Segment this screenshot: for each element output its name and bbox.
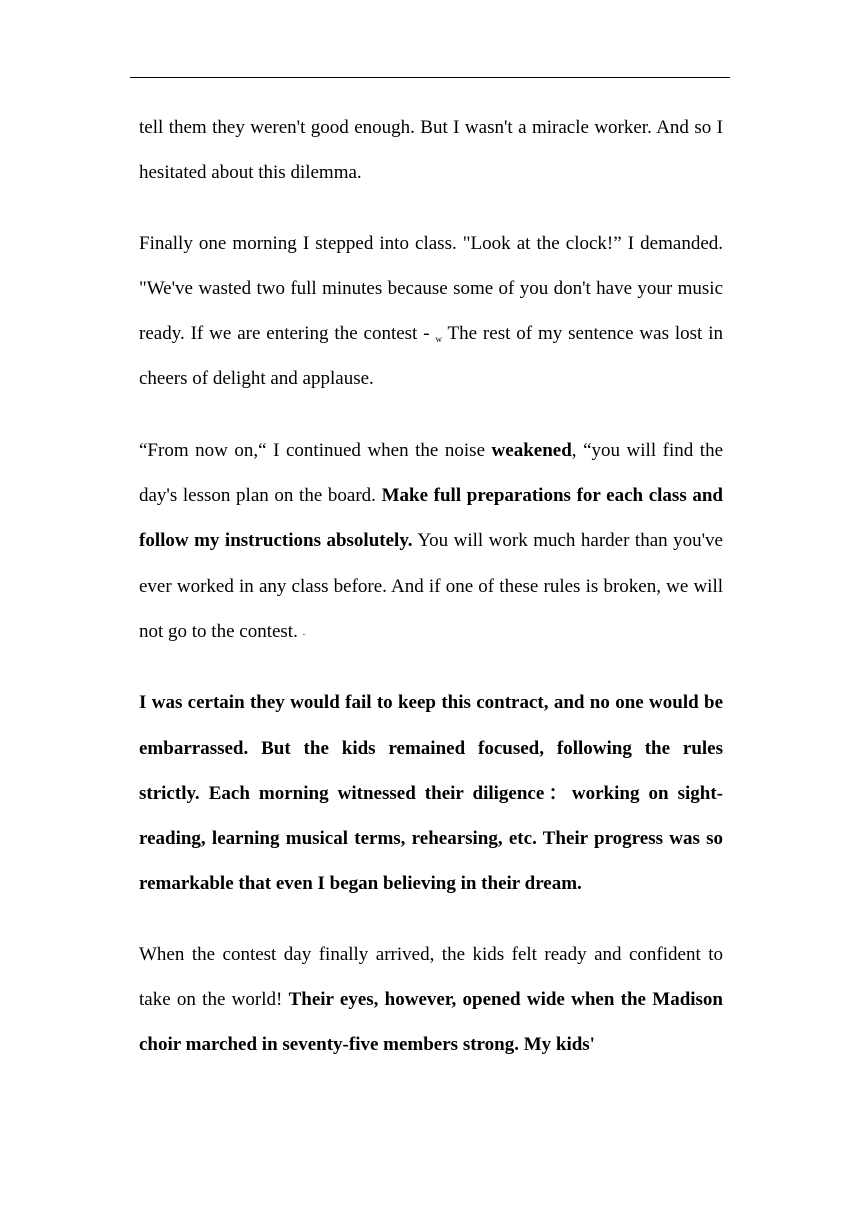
paragraph-2 — [139, 221, 723, 402]
superscript-mark: w — [435, 334, 442, 345]
paragraph-5 — [139, 932, 723, 1068]
bold-text-run: I was certain they would fail to keep this contract, and no one would be embarrassed. But the kids remained focused, following the rules strictly. Each morning witnessed their diligence：working on sight-reading, learning musical terms, rehearsing, etc. Their progress was so remarkable that even I began believing in their dream. — [139, 692, 723, 895]
text-run: , “you will find the day's lesson plan on the board. — [139, 439, 723, 507]
paragraph-3 — [139, 428, 723, 654]
text-run: The rest of my sentence was lost in cheers of delight and applause. — [139, 323, 723, 390]
document-body — [139, 105, 723, 1068]
paragraph-4 — [139, 680, 723, 906]
text-run: “From now on,“ I continued when the noise — [139, 439, 492, 461]
text-run: Finally one morning I stepped into class. "Look at the clock!” I demanded. "We've wasted two full minutes because some of you don't have your music ready. If we are entering the contest - — [139, 232, 723, 345]
header-rule — [130, 77, 730, 78]
bold-text-run: weakened — [491, 439, 572, 461]
paragraph-1 — [139, 105, 723, 196]
text-run: tell them they weren't good enough. But I wasn't a miracle worker. And so I hesitated about this dilemma. — [139, 117, 723, 184]
bold-text-run: Make full preparations for each class and follow my instructions absolutely. — [139, 485, 723, 552]
text-run: When the contest day finally arrived, the kids felt ready and confident to take on the world! — [139, 943, 723, 1011]
superscript-mark: ¨ — [302, 631, 306, 642]
bold-text-run: Their eyes, however, opened wide when the Madison choir marched in seventy-five members strong. My kids' — [139, 989, 723, 1056]
text-run: You will work much harder than you've ever worked in any class before. And if one of these rules is broken, we will not go to the contest. — [139, 530, 723, 642]
